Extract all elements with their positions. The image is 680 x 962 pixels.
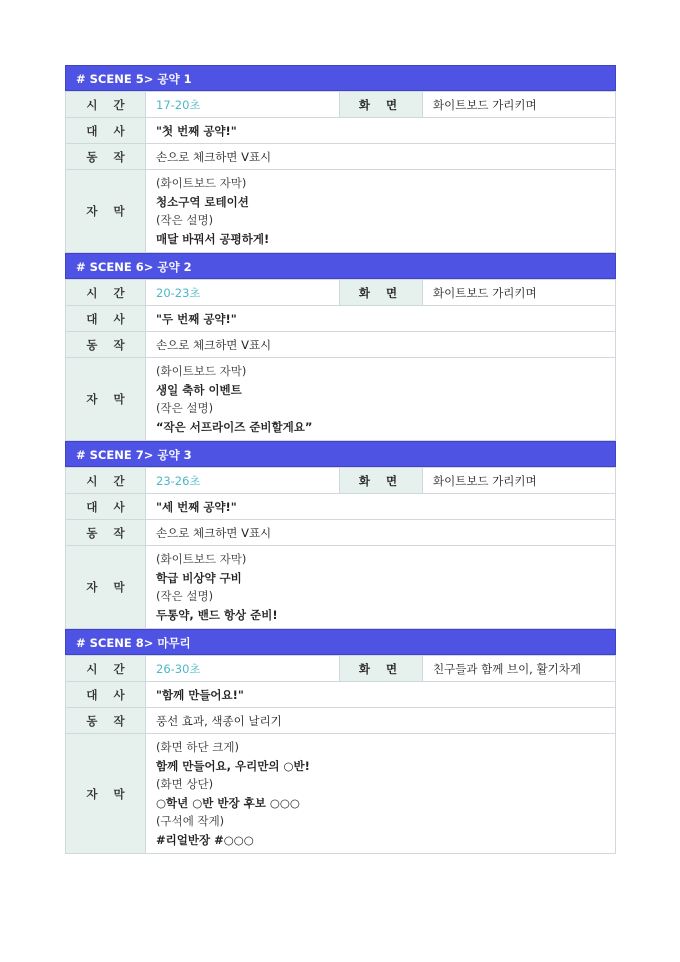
scene-table xyxy=(65,467,616,629)
time-row xyxy=(66,280,616,306)
action-value: 손으로 체크하면 V표시 xyxy=(146,520,616,546)
subtitle-row xyxy=(66,170,616,253)
subtitle-line: (화이트보드 자막) xyxy=(156,176,247,190)
scene-table xyxy=(65,91,616,253)
time-row xyxy=(66,92,616,118)
time-row xyxy=(66,468,616,494)
dialogue-label: 대 사 xyxy=(66,306,146,332)
subtitle-line: 함께 만들어요, 우리만의 ○반! xyxy=(156,758,310,773)
subtitle-line: (작은 설명) xyxy=(156,213,214,227)
dialogue-label: 대 사 xyxy=(66,682,146,708)
subtitle-line: (화이트보드 자막) xyxy=(156,552,247,566)
time-label: 시 간 xyxy=(66,280,146,306)
subtitle-line: (작은 설명) xyxy=(156,401,214,415)
action-value: 풍선 효과, 색종이 날리기 xyxy=(146,708,616,734)
subtitle-line: 학급 비상약 구비 xyxy=(156,570,242,585)
action-row xyxy=(66,144,616,170)
subtitle-line: 생일 축하 이벤트 xyxy=(156,382,242,397)
subtitle-value xyxy=(146,170,616,253)
subtitle-line: #리얼반장 #○○○ xyxy=(156,832,254,847)
scene-header: # SCENE 8> 마무리 xyxy=(65,629,616,655)
action-label: 동 작 xyxy=(66,144,146,170)
subtitle-label: 자 막 xyxy=(66,546,146,629)
action-row xyxy=(66,332,616,358)
scene-header: # SCENE 7> 공약 3 xyxy=(65,441,616,467)
subtitle-line: 매달 바꿔서 공평하게! xyxy=(156,231,270,246)
subtitle-label: 자 막 xyxy=(66,358,146,441)
screen-label: 화 면 xyxy=(340,468,423,494)
screen-label: 화 면 xyxy=(340,280,423,306)
dialogue-row xyxy=(66,682,616,708)
time-value: 26-30초 xyxy=(146,656,340,682)
dialogue-row xyxy=(66,306,616,332)
subtitle-line: ○학년 ○반 반장 후보 ○○○ xyxy=(156,795,300,810)
time-label: 시 간 xyxy=(66,92,146,118)
action-label: 동 작 xyxy=(66,520,146,546)
time-value: 20-23초 xyxy=(146,280,340,306)
scene-table xyxy=(65,655,616,854)
subtitle-row xyxy=(66,358,616,441)
subtitle-line: (화면 하단 크게) xyxy=(156,740,239,754)
subtitle-line: (화면 상단) xyxy=(156,777,214,791)
scene-header: # SCENE 5> 공약 1 xyxy=(65,65,616,91)
screen-label: 화 면 xyxy=(340,656,423,682)
screen-value: 화이트보드 가리키며 xyxy=(423,280,616,306)
time-label: 시 간 xyxy=(66,656,146,682)
subtitle-line: 청소구역 로테이션 xyxy=(156,194,249,209)
subtitle-label: 자 막 xyxy=(66,734,146,854)
dialogue-label: 대 사 xyxy=(66,118,146,144)
screen-label: 화 면 xyxy=(340,92,423,118)
dialogue-value: "두 번째 공약!" xyxy=(146,306,616,332)
action-label: 동 작 xyxy=(66,708,146,734)
subtitle-line: (구석에 작게) xyxy=(156,814,225,828)
time-row xyxy=(66,656,616,682)
subtitle-line: (작은 설명) xyxy=(156,589,214,603)
action-value: 손으로 체크하면 V표시 xyxy=(146,332,616,358)
action-label: 동 작 xyxy=(66,332,146,358)
subtitle-value xyxy=(146,546,616,629)
action-value: 손으로 체크하면 V표시 xyxy=(146,144,616,170)
subtitle-label: 자 막 xyxy=(66,170,146,253)
screen-value: 화이트보드 가리키며 xyxy=(423,468,616,494)
action-row xyxy=(66,708,616,734)
scene-header: # SCENE 6> 공약 2 xyxy=(65,253,616,279)
screen-value: 친구들과 함께 브이, 활기차게 xyxy=(423,656,616,682)
subtitle-line: 두통약, 밴드 항상 준비! xyxy=(156,607,278,622)
subtitle-line: “작은 서프라이즈 준비할게요” xyxy=(156,419,313,434)
dialogue-value: "첫 번째 공약!" xyxy=(146,118,616,144)
subtitle-value xyxy=(146,734,616,854)
subtitle-value xyxy=(146,358,616,441)
dialogue-row xyxy=(66,118,616,144)
subtitle-line: (화이트보드 자막) xyxy=(156,364,247,378)
time-label: 시 간 xyxy=(66,468,146,494)
scene-table xyxy=(65,279,616,441)
screen-value: 화이트보드 가리키며 xyxy=(423,92,616,118)
subtitle-row xyxy=(66,546,616,629)
action-row xyxy=(66,520,616,546)
dialogue-value: "함께 만들어요!" xyxy=(146,682,616,708)
time-value: 17-20초 xyxy=(146,92,340,118)
dialogue-value: "세 번째 공약!" xyxy=(146,494,616,520)
dialogue-row xyxy=(66,494,616,520)
storyboard-document xyxy=(65,65,616,854)
time-value: 23-26초 xyxy=(146,468,340,494)
dialogue-label: 대 사 xyxy=(66,494,146,520)
subtitle-row xyxy=(66,734,616,854)
